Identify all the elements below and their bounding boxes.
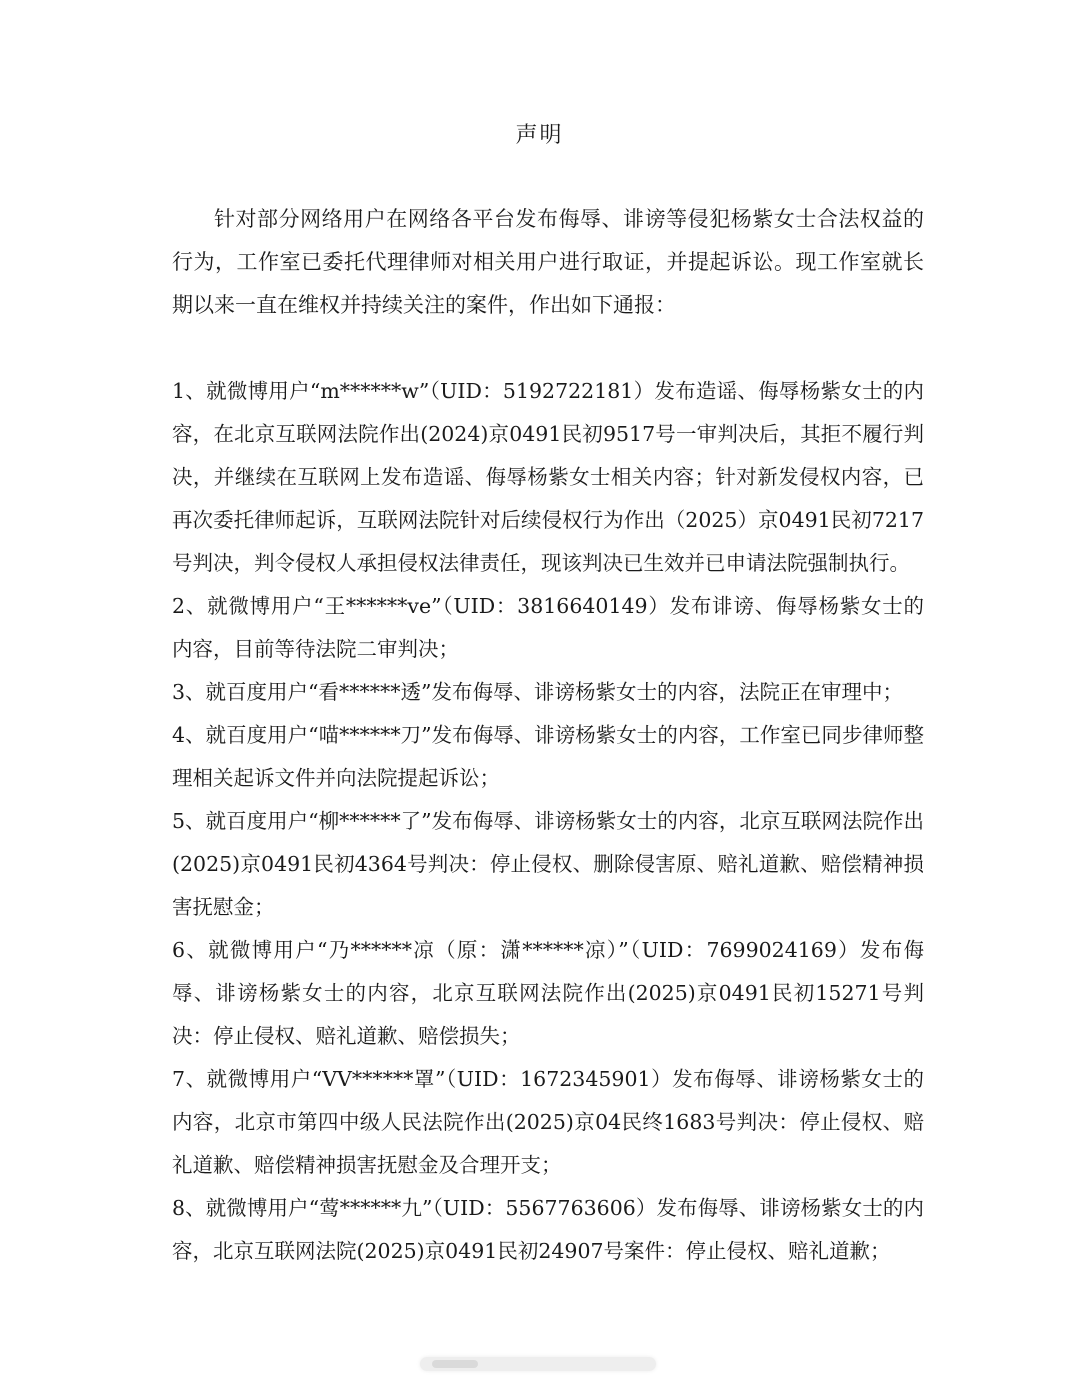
case-item-3: 3、就百度用户“看******透”发布侮辱、诽谤杨紫女士的内容，法院正在审理中；	[172, 680, 904, 704]
case-item-4: 4、就百度用户“喵******刀”发布侮辱、诽谤杨紫女士的内容，工作室已同步律师整理相关起诉文件并向法院提起诉讼；	[172, 723, 924, 790]
case-item-6: 6、就微博用户“乃******凉（原：潇******凉）”（UID：7699024169）发布侮辱、诽谤杨紫女士的内容，北京互联网法院作出(2025)京0491民初15271号判决：停止侵权、赔礼道歉、赔偿损失；	[172, 938, 924, 1048]
case-item-1: 1、就微博用户“m******w”（UID：5192722181）发布造谣、侮辱杨紫女士的内容，在北京互联网法院作出(2024)京0491民初9517号一审判决后，其拒不履行判决，并继续在互联网上发布造谣、侮辱杨紫女士相关内容；针对新发侵权内容，已再次委托律师起诉，互联网法院针对后续侵权行为作出（2025）京0491民初7217号判决，判令侵权人承担侵权法律责任，现该判决已生效并已申请法院强制执行。	[172, 379, 924, 575]
scroll-indicator[interactable]	[420, 1357, 656, 1371]
case-item-5: 5、就百度用户“柳******了”发布侮辱、诽谤杨紫女士的内容，北京互联网法院作出(2025)京0491民初4364号判决：停止侵权、删除侵害原、赔礼道歉、赔偿精神损害抚慰金；	[172, 809, 924, 919]
case-item-8: 8、就微博用户“莺******九”（UID：5567763606）发布侮辱、诽谤杨紫女士的内容，北京互联网法院(2025)京0491民初24907号案件：停止侵权、赔礼道歉；	[172, 1196, 924, 1263]
case-item-7: 7、就微博用户“VV******罩”（UID：1672345901）发布侮辱、诽谤杨紫女士的内容，北京市第四中级人民法院作出(2025)京04民终1683号判决：停止侵权、赔礼道歉、赔偿精神损害抚慰金及合理开支；	[172, 1067, 924, 1177]
intro-paragraph: 针对部分网络用户在网络各平台发布侮辱、诽谤等侵犯杨紫女士合法权益的行为，工作室已委托代理律师对相关用户进行取证，并提起诉讼。现工作室就长期以来一直在维权并持续关注的案件，作出如下通报：	[172, 207, 924, 317]
document-title: 声明	[515, 123, 564, 148]
case-item-2: 2、就微博用户“王******ve”（UID：3816640149）发布诽谤、侮辱杨紫女士的内容，目前等待法院二审判决；	[172, 594, 924, 661]
case-list	[172, 370, 924, 1273]
scroll-thumb[interactable]	[432, 1360, 478, 1368]
